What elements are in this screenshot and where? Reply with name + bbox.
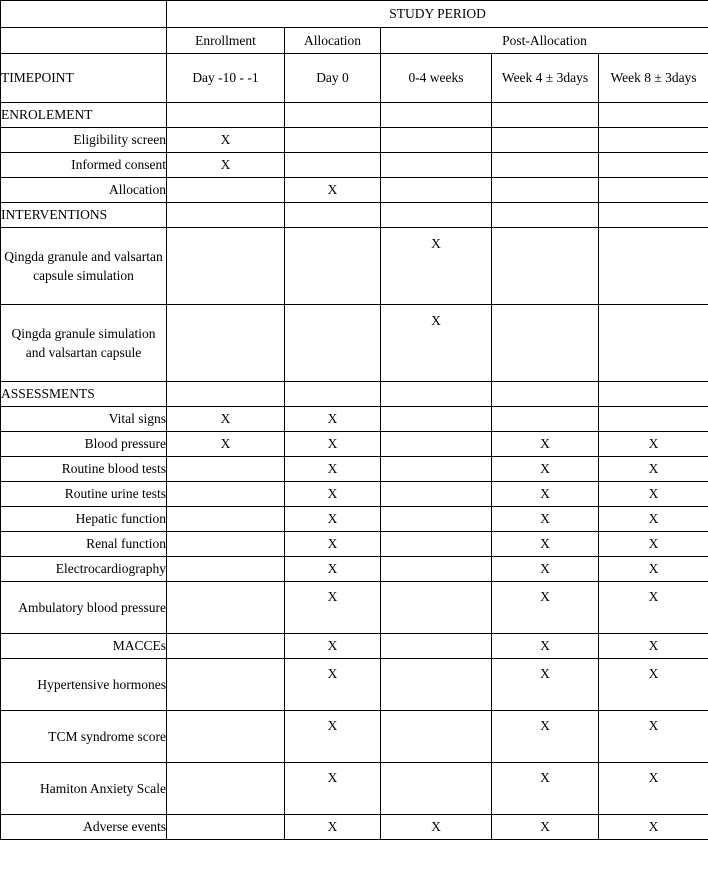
row-label-informed-consent: Informed consent — [1, 153, 167, 178]
row-mark: X — [285, 532, 381, 557]
row-mark: X — [599, 582, 708, 634]
row-mark: X — [492, 432, 599, 457]
row-mark: X — [285, 432, 381, 457]
section-blank-cell — [285, 382, 381, 407]
table-row — [1, 659, 708, 711]
row-label-blood-pressure: Blood pressure — [1, 432, 167, 457]
row-mark: X — [381, 305, 492, 382]
table-row — [1, 432, 708, 457]
table-row-study-period — [1, 1, 708, 28]
row-mark — [381, 407, 492, 432]
row-mark — [167, 457, 285, 482]
table-row — [1, 228, 708, 305]
table-row — [1, 457, 708, 482]
row-mark: X — [599, 763, 708, 815]
row-mark — [492, 153, 599, 178]
row-mark: X — [285, 815, 381, 840]
row-mark — [599, 178, 708, 203]
row-label-vital-signs: Vital signs — [1, 407, 167, 432]
row-mark — [381, 582, 492, 634]
row-label-eligibility-screen: Eligibility screen — [1, 128, 167, 153]
row-mark — [492, 407, 599, 432]
table-row — [1, 128, 708, 153]
row-mark: X — [599, 711, 708, 763]
section-blank-cell — [381, 382, 492, 407]
study-period-header: STUDY PERIOD — [167, 1, 708, 28]
phase-header-enrollment: Enrollment — [167, 27, 285, 54]
row-mark: X — [285, 457, 381, 482]
section-header-row — [1, 203, 708, 228]
row-mark: X — [492, 763, 599, 815]
table-row — [1, 507, 708, 532]
table-row — [1, 711, 708, 763]
table-row — [1, 634, 708, 659]
row-mark — [285, 305, 381, 382]
section-blank-cell — [492, 382, 599, 407]
row-mark: X — [285, 482, 381, 507]
row-mark: X — [285, 178, 381, 203]
row-label-tcm-syndrome-score: TCM syndrome score — [1, 711, 167, 763]
section-blank-cell — [167, 103, 285, 128]
row-mark: X — [167, 407, 285, 432]
timepoint-week-4: Week 4 ± 3days — [492, 54, 599, 103]
row-label-routine-urine-tests: Routine urine tests — [1, 482, 167, 507]
row-mark: X — [285, 407, 381, 432]
row-mark — [167, 482, 285, 507]
row-mark — [381, 634, 492, 659]
timepoint-week-8: Week 8 ± 3days — [599, 54, 708, 103]
section-blank-cell — [285, 203, 381, 228]
section-header-row — [1, 382, 708, 407]
row-mark: X — [599, 659, 708, 711]
row-mark: X — [381, 815, 492, 840]
row-mark — [285, 153, 381, 178]
section-blank-cell — [492, 103, 599, 128]
row-label-renal-function: Renal function — [1, 532, 167, 557]
row-mark: X — [599, 457, 708, 482]
table-row — [1, 532, 708, 557]
table-row — [1, 763, 708, 815]
table-row — [1, 305, 708, 382]
row-mark — [381, 432, 492, 457]
row-mark — [381, 763, 492, 815]
table-row — [1, 407, 708, 432]
row-mark: X — [492, 457, 599, 482]
section-blank-cell — [167, 203, 285, 228]
row-mark — [167, 582, 285, 634]
row-mark — [599, 153, 708, 178]
row-label-hypertensive-hormones: Hypertensive hormones — [1, 659, 167, 711]
row-label-macces: MACCEs — [1, 634, 167, 659]
section-blank-cell — [167, 382, 285, 407]
row-mark — [167, 815, 285, 840]
row-mark — [492, 178, 599, 203]
row-label-ambulatory-blood-pressure: Ambulatory blood pressure — [1, 582, 167, 634]
table-row — [1, 815, 708, 840]
row-mark — [492, 128, 599, 153]
row-mark: X — [381, 228, 492, 305]
table-row — [1, 557, 708, 582]
row-mark — [599, 305, 708, 382]
section-blank-cell — [599, 382, 708, 407]
row-mark — [381, 153, 492, 178]
row-mark: X — [492, 815, 599, 840]
row-mark: X — [599, 634, 708, 659]
row-mark — [285, 128, 381, 153]
row-mark — [167, 659, 285, 711]
row-mark: X — [285, 507, 381, 532]
corner-blank-cell — [1, 1, 167, 28]
table-row-timepoint — [1, 54, 708, 103]
row-mark: X — [492, 532, 599, 557]
table-row — [1, 153, 708, 178]
row-mark: X — [599, 532, 708, 557]
row-mark — [167, 305, 285, 382]
row-mark — [285, 228, 381, 305]
row-mark: X — [492, 507, 599, 532]
row-mark: X — [492, 659, 599, 711]
timepoint-0-4-weeks: 0-4 weeks — [381, 54, 492, 103]
timepoint-row-label: TIMEPOINT — [1, 54, 167, 103]
table-row — [1, 482, 708, 507]
row-mark — [381, 557, 492, 582]
section-blank-cell — [492, 203, 599, 228]
row-label-hepatic-function: Hepatic function — [1, 507, 167, 532]
section-blank-cell — [599, 203, 708, 228]
row-mark: X — [492, 557, 599, 582]
row-mark — [381, 711, 492, 763]
row-mark: X — [492, 482, 599, 507]
row-mark — [167, 557, 285, 582]
row-mark: X — [167, 128, 285, 153]
section-blank-cell — [285, 103, 381, 128]
row-mark: X — [285, 711, 381, 763]
row-mark — [167, 178, 285, 203]
row-mark: X — [599, 815, 708, 840]
row-mark: X — [167, 432, 285, 457]
section-title-interventions: INTERVENTIONS — [1, 203, 167, 228]
row-mark: X — [492, 582, 599, 634]
row-mark — [167, 711, 285, 763]
row-mark — [167, 532, 285, 557]
section-blank-cell — [381, 103, 492, 128]
row-mark: X — [285, 659, 381, 711]
row-mark: X — [492, 711, 599, 763]
section-title-assessments: ASSESSMENTS — [1, 382, 167, 407]
row-label-allocation: Allocation — [1, 178, 167, 203]
row-label-hamiton-anxiety-scale: Hamiton Anxiety Scale — [1, 763, 167, 815]
row-mark: X — [285, 763, 381, 815]
phase-header-post-allocation: Post-Allocation — [381, 27, 708, 54]
row-mark — [492, 305, 599, 382]
row-mark — [381, 532, 492, 557]
table-row — [1, 582, 708, 634]
timepoint-enrollment: Day -10 - -1 — [167, 54, 285, 103]
row-mark — [167, 228, 285, 305]
row-mark — [599, 128, 708, 153]
row-label-qingda-granule-and-valsartan-capsule-simulation: Qingda granule and valsartan capsule simulation — [1, 228, 167, 305]
row-mark — [381, 482, 492, 507]
row-label-electrocardiography: Electrocardiography — [1, 557, 167, 582]
row-mark — [381, 178, 492, 203]
row-mark — [381, 128, 492, 153]
row-mark: X — [599, 557, 708, 582]
table-row-phases — [1, 27, 708, 54]
row-mark — [599, 228, 708, 305]
row-mark — [492, 228, 599, 305]
row-mark: X — [599, 507, 708, 532]
section-title-enrolement: ENROLEMENT — [1, 103, 167, 128]
row-mark — [599, 407, 708, 432]
timepoint-allocation: Day 0 — [285, 54, 381, 103]
row-mark: X — [285, 634, 381, 659]
section-blank-cell — [599, 103, 708, 128]
phase-header-allocation: Allocation — [285, 27, 381, 54]
row-mark: X — [285, 557, 381, 582]
row-label-qingda-granule-simulation-and-valsartan-capsule: Qingda granule simulation and valsartan capsule — [1, 305, 167, 382]
table-row — [1, 178, 708, 203]
row-mark: X — [492, 634, 599, 659]
row-mark — [167, 634, 285, 659]
row-label-adverse-events: Adverse events — [1, 815, 167, 840]
row-mark — [381, 457, 492, 482]
row-mark: X — [285, 582, 381, 634]
row-mark — [381, 659, 492, 711]
row-mark: X — [599, 482, 708, 507]
phase-row-blank-cell — [1, 27, 167, 54]
section-blank-cell — [381, 203, 492, 228]
row-mark — [381, 507, 492, 532]
row-label-routine-blood-tests: Routine blood tests — [1, 457, 167, 482]
section-header-row — [1, 103, 708, 128]
row-mark — [167, 763, 285, 815]
row-mark: X — [599, 432, 708, 457]
row-mark — [167, 507, 285, 532]
row-mark: X — [167, 153, 285, 178]
